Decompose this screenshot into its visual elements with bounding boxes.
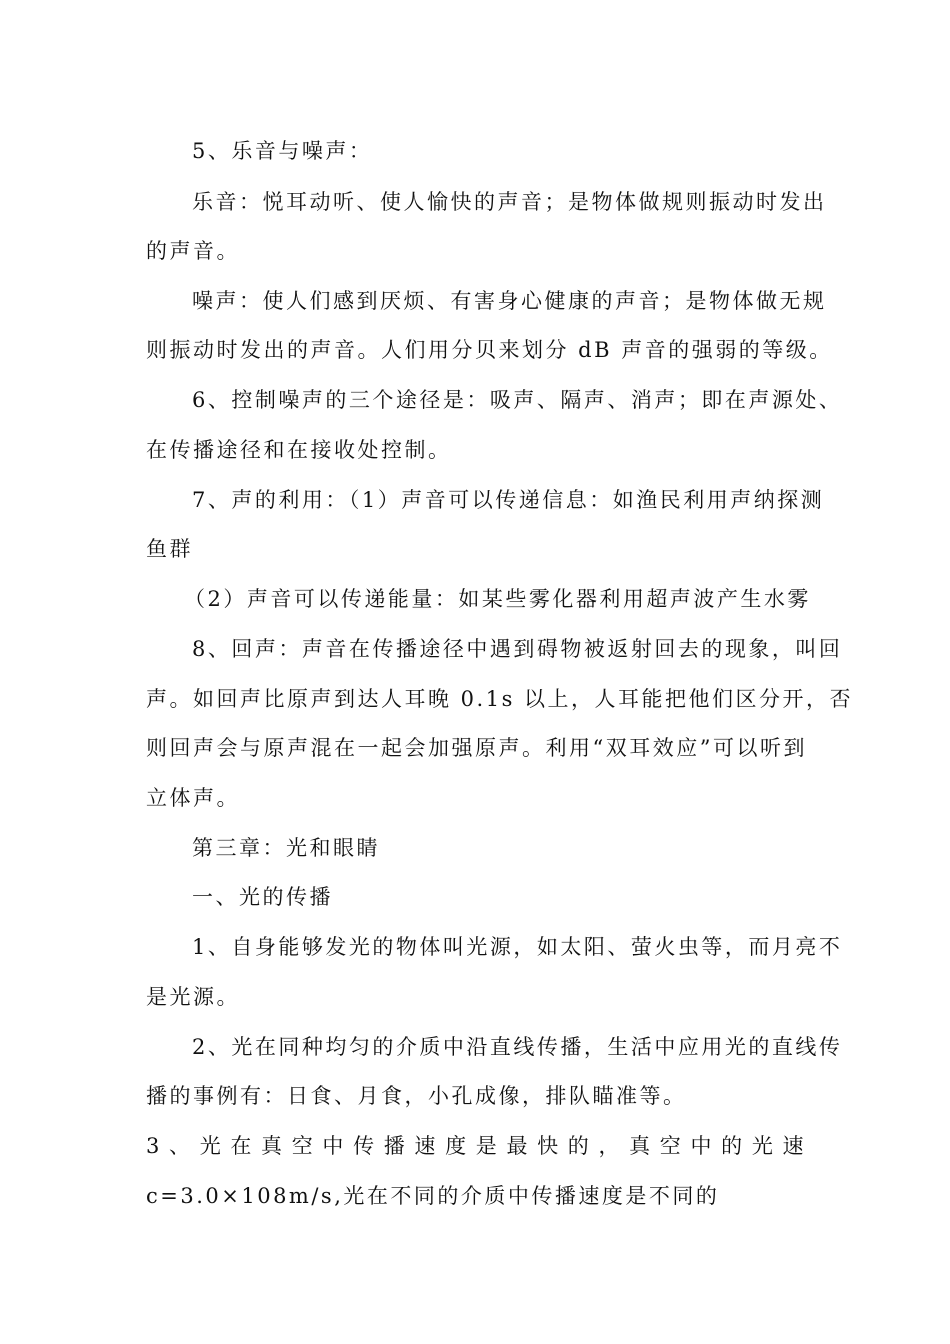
section-heading: 一、光的传播 [192,885,333,909]
text-line: 乐音：悦耳动听、使人愉快的声音；是物体做规则振动时发出 [192,190,827,214]
text-line: 是光源。 [146,985,240,1009]
text-line: 1、自身能够发光的物体叫光源，如太阳、萤火虫等，而月亮不 [192,935,843,959]
chapter-heading: 第三章：光和眼睛 [192,836,380,860]
text-line: 2、光在同种均匀的介质中沿直线传播，生活中应用光的直线传 [192,1035,843,1059]
text-line: 鱼群 [146,537,193,561]
text-line: 在传播途径和在接收处控制。 [146,438,452,462]
text-line: 则回声会与原声混在一起会加强原声。利用“双耳效应”可以听到 [146,736,807,760]
text-line: 噪声：使人们感到厌烦、有害身心健康的声音；是物体做无规 [192,289,827,313]
text-line: 5、乐音与噪声： [192,139,373,163]
text-line: c=3.0×108m/s,光在不同的介质中传播速度是不同的 [146,1184,720,1208]
text-line: 7、声的利用：（1）声音可以传递信息：如渔民利用声纳探测 [192,488,825,512]
text-line: 8、回声：声音在传播途径中遇到碍物被返射回去的现象，叫回 [192,637,843,661]
text-line: 声。如回声比原声到达人耳晚 0.1s 以上，人耳能把他们区分开，否 [146,687,854,711]
text-line: 的声音。 [146,239,240,263]
text-line: 立体声。 [146,786,240,810]
text-line: 6、控制噪声的三个途径是：吸声、隔声、消声；即在声源处、 [192,388,843,412]
text-line: 则振动时发出的声音。人们用分贝来划分 dB 声音的强弱的等级。 [146,338,833,362]
text-line: 3、光在真空中传播速度是最快的，真空中的光速 [146,1134,806,1158]
text-line: 播的事例有：日食、月食，小孔成像，排队瞄准等。 [146,1084,687,1108]
text-line: （2）声音可以传递能量：如某些雾化器利用超声波产生水雾 [184,587,811,611]
